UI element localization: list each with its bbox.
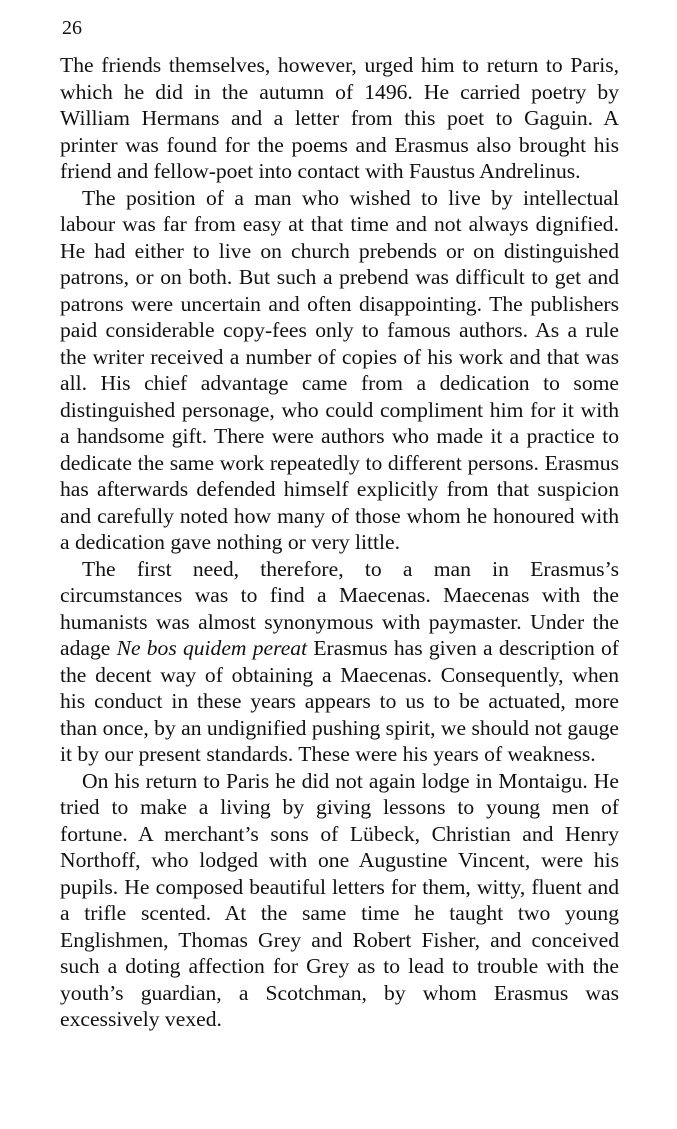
paragraph-1: The friends themselves, however, urged him to return to Paris, which he did in the autumn of 1496. He carried poetry by William Hermans and a letter from this poet to Gaguin. A printer was found for the poems and Erasmus also brought his friend and fellow-poet into contact with Faustus Andrelinus. <box>60 53 619 183</box>
paragraph-2: The position of a man who wished to live by intellectual labour was far from easy at that time and not always dignified. He had either to live on church prebends or on distinguished patrons, or on both. But such a prebend was difficult to get and patrons were uncertain and often disappointing. The publishers paid considerable copy-fees only to famous authors. As a rule the writer received a number of copies of his work and that was all. His chief advantage came from a dedication to some distinguished personage, who could compliment him for it with a handsome gift. There were authors who made it a practice to dedicate the same work repeatedly to different persons. Erasmus has afterwards defended himself explicitly from that suspicion and carefully noted how many of those whom he honoured with a dedication gave nothing or very little. <box>60 185 619 554</box>
latin-adage: Ne bos quidem pereat <box>116 636 308 660</box>
paragraph-3-text-after: Erasmus has given a description of the decent way of obtaining a Maecenas. Consequently, when his conduct in these years appears to us to be actuated, more than once, by an undignified pushing spirit, we should not gauge it by our present standards. These were his years of weakness. <box>60 636 619 766</box>
paragraph-3-text-before: The first need, therefore, to a man in Erasmus’s circumstances was to find a Maecenas. Maecenas with the humanists was almost synonymous with paymaster. Under the adage <box>60 556 619 660</box>
paragraph-4: On his return to Paris he did not again lodge in Montaigu. He tried to make a living by giving lessons to young men of fortune. A merchant’s sons of Lübeck, Christian and Henry Northoff, who lodged with one Augustine Vincent, were his pupils. He composed beautiful letters for them, witty, fluent and a trifle scented. At the same time he taught two young Englishmen, Thomas Grey and Robert Fisher, and conceived such a doting affection for Grey as to lead to trouble with the youth’s guardian, a Scotchman, by whom Erasmus was excessively vexed. <box>60 768 619 1031</box>
paragraph-3 <box>60 556 619 768</box>
page-number: 26 <box>62 17 82 39</box>
